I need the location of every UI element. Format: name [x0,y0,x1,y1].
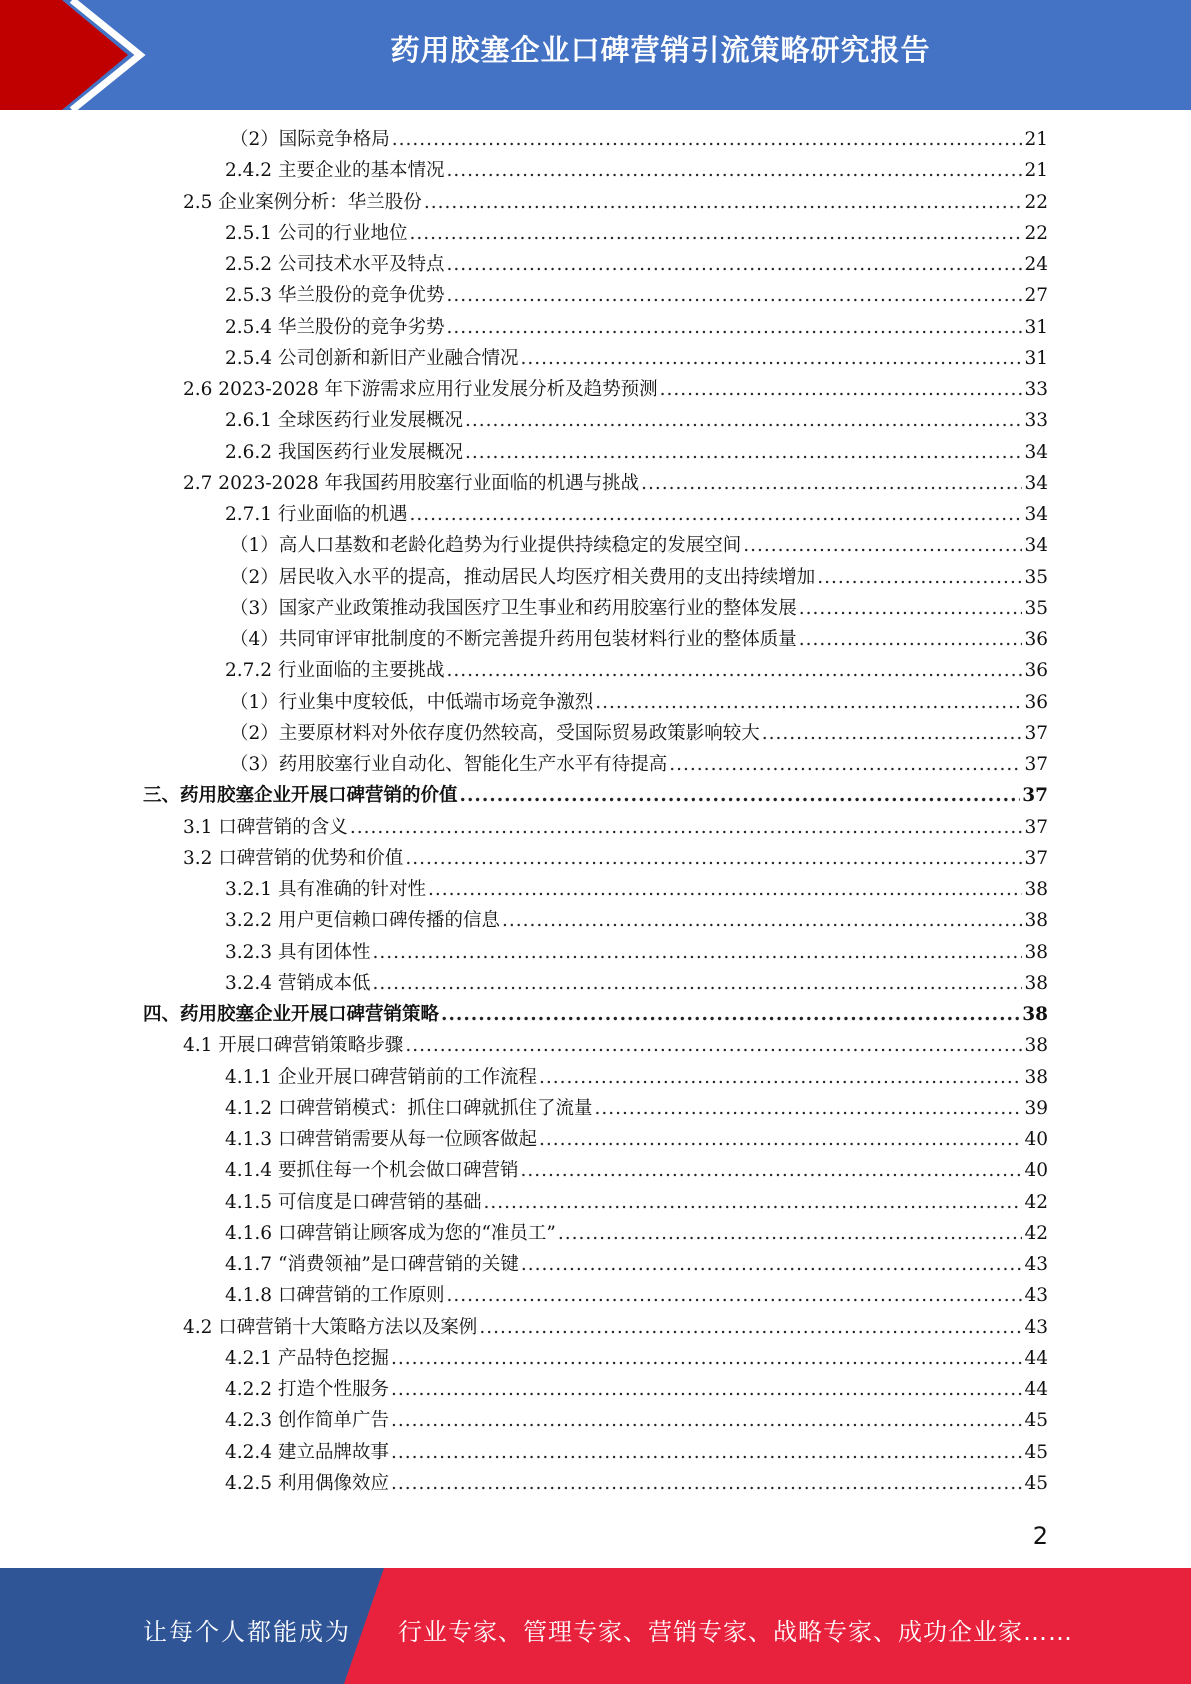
toc-leader-dots [502,909,1022,933]
toc-leader-dots [762,722,1023,746]
footer-slogan-right: 行业专家、管理专家、营销专家、战略专家、成功企业家…… [398,1618,1073,1646]
toc-leader-dots [391,1347,1022,1371]
toc-entry[interactable] [225,1222,1048,1246]
toc-entry[interactable] [225,1284,1048,1308]
toc-leader-dots [446,159,1022,183]
toc-entry-page: 37 [1024,816,1048,838]
toc-entry[interactable] [230,753,1048,777]
toc-leader-dots [391,1441,1022,1465]
toc-leader-dots [441,1003,1020,1027]
toc-entry-page: 21 [1024,129,1048,150]
toc-leader-dots [405,847,1022,871]
toc-entry[interactable] [230,534,1048,558]
toc-entry-page: 21 [1024,160,1048,182]
toc-entry[interactable] [225,1409,1048,1433]
toc-entry[interactable] [143,1003,1048,1027]
toc-entry-label: 四、药用胶塞企业开展口碑营销策略 [143,1004,440,1025]
toc-entry[interactable] [225,1191,1048,1215]
toc-entry-label: （4）共同审评审批制度的不断完善提升药用包装材料行业的整体质量 [230,629,797,650]
toc-entry[interactable] [225,1097,1048,1121]
toc-entry-page: 43 [1024,1285,1048,1307]
toc-leader-dots [391,1378,1022,1402]
toc-entry-label: 2.7 2023-2028 年我国药用胶塞行业面临的机遇与挑战 [183,472,640,494]
toc-leader-dots [446,316,1022,340]
toc-entry-label: 3.2.2 用户更信赖口碑传播的信息 [225,910,500,932]
toc-entry[interactable] [183,1316,1048,1340]
toc-leader-dots [539,1066,1022,1090]
toc-leader-dots [428,878,1022,902]
toc-entry-label: 4.2.2 打造个性服务 [225,1379,389,1400]
toc-leader-dots [446,253,1022,277]
page-number: 2 [1032,1522,1048,1550]
toc-entry[interactable] [183,816,1048,840]
toc-entry-page: 45 [1024,1472,1048,1494]
toc-leader-dots [465,409,1022,433]
toc-leader-dots [669,753,1022,777]
toc-leader-dots [595,691,1022,715]
toc-entry[interactable] [183,472,1048,496]
toc-entry-label: （1）高人口基数和老龄化趋势为行业提供持续稳定的发展空间 [230,535,742,557]
toc-entry-label: 4.2.1 产品特色挖掘 [225,1347,389,1369]
toc-entry-page: 40 [1024,1129,1048,1150]
toc-entry-label: 4.2 口碑营销十大策略方法以及案例 [183,1316,478,1338]
toc-entry-label: 2.5.4 公司创新和新旧产业融合情况 [225,347,519,369]
toc-entry-label: 3.2 口碑营销的优势和价值 [183,847,404,869]
toc-entry-page: 36 [1024,660,1048,682]
toc-leader-dots [409,222,1022,246]
page-footer [0,1568,1191,1684]
report-title: 药用胶塞企业口碑营销引流策略研究报告 [390,33,931,67]
toc-entry-label: 4.1.2 口碑营销模式：抓住口碑就抓住了流量 [225,1097,593,1119]
toc-entry-label: 2.5 企业案例分析：华兰股份 [183,191,422,213]
toc-entry-label: 4.2.5 利用偶像效应 [225,1472,389,1494]
toc-entry[interactable] [225,1066,1048,1090]
toc-leader-dots [372,972,1022,996]
toc-entry-page: 36 [1024,629,1048,650]
toc-entry-label: （2）国际竞争格局 [230,129,390,150]
toc-entry[interactable] [225,972,1048,996]
toc-entry-label: 2.5.3 华兰股份的竞争优势 [225,285,445,307]
toc-entry[interactable] [230,128,1048,152]
toc-entry-label: （2）主要原材料对外依存度仍然较高，受国际贸易政策影响较大 [230,722,760,744]
toc-entry[interactable] [183,847,1048,871]
toc-entry-label: 3.2.3 具有团体性 [225,941,371,963]
toc-entry-page: 33 [1024,410,1048,432]
toc-leader-dots [460,784,1021,808]
toc-entry-page: 37 [1022,785,1048,807]
toc-entry-page: 24 [1024,254,1048,275]
toc-entry-page: 44 [1024,1347,1048,1369]
toc-entry-page: 22 [1024,191,1048,213]
toc-entry-page: 34 [1024,504,1048,525]
toc-leader-dots [465,441,1022,465]
toc-entry-label: 2.7.2 行业面临的主要挑战 [225,660,445,682]
toc-entry-page: 38 [1024,910,1048,932]
toc-entry-label: （3）药用胶塞行业自动化、智能化生产水平有待提高 [230,754,668,775]
toc-entry-label: 2.5.2 公司技术水平及特点 [225,254,445,275]
toc-leader-dots [521,1253,1023,1277]
toc-entry[interactable] [230,597,1048,621]
toc-leader-dots [479,1316,1022,1340]
toc-entry[interactable] [225,878,1048,902]
toc-entry-label: 3.2.1 具有准确的针对性 [225,879,426,900]
toc-entry[interactable] [225,409,1048,433]
toc-entry[interactable] [225,909,1048,933]
footer-slogan-left: 让每个人都能成为 [143,1618,351,1646]
toc-leader-dots [405,1034,1022,1058]
toc-entry-page: 37 [1024,754,1048,775]
toc-entry[interactable] [225,941,1048,965]
toc-entry-page: 35 [1024,566,1048,588]
toc-leader-dots [391,1472,1022,1496]
toc-leader-dots [520,347,1022,371]
toc-entry-page: 43 [1024,1254,1048,1275]
toc-entry-page: 34 [1024,441,1048,463]
toc-entry[interactable] [225,1472,1048,1496]
toc-leader-dots [350,816,1023,840]
toc-entry-label: 4.1 开展口碑营销策略步骤 [183,1035,404,1057]
toc-entry[interactable] [225,1347,1048,1371]
toc-entry-label: 3.1 口碑营销的含义 [183,816,348,838]
toc-entry[interactable] [143,784,1048,808]
toc-entry[interactable] [225,284,1048,308]
toc-leader-dots [372,941,1022,965]
toc-entry-label: 2.7.1 行业面临的机遇 [225,504,408,525]
toc-entry-page: 35 [1024,597,1048,619]
toc-entry-label: 4.2.4 建立品牌故事 [225,1441,389,1463]
toc-entry-page: 34 [1024,535,1048,557]
toc-entry-label: 4.1.1 企业开展口碑营销前的工作流程 [225,1066,537,1088]
toc-entry-label: 3.2.4 营销成本低 [225,972,371,994]
toc-leader-dots [641,472,1022,496]
toc-entry-label: 2.5.4 华兰股份的竞争劣势 [225,316,445,338]
toc-entry[interactable] [225,1253,1048,1277]
toc-entry-page: 38 [1024,879,1048,900]
toc-entry-page: 38 [1024,1035,1048,1057]
toc-leader-dots [392,128,1023,152]
toc-entry-page: 37 [1024,847,1048,869]
toc-entry[interactable] [183,1034,1048,1058]
toc-leader-dots [799,597,1023,621]
toc-leader-dots [817,566,1022,590]
toc-entry-page: 37 [1024,722,1048,744]
toc-leader-dots [660,378,1023,402]
toc-leader-dots [391,1409,1022,1433]
toc-entry-page: 45 [1024,1441,1048,1463]
toc-entry-label: 4.1.5 可信度是口碑营销的基础 [225,1191,482,1213]
toc-entry-label: 4.1.6 口碑营销让顾客成为您的“准员工” [225,1222,556,1244]
toc-entry[interactable] [183,378,1048,402]
toc-entry-label: （1）行业集中度较低，中低端市场竞争激烈 [230,691,594,713]
toc-entry[interactable] [225,159,1048,183]
toc-leader-dots [520,1159,1022,1183]
toc-entry[interactable] [225,253,1048,277]
toc-entry-page: 43 [1024,1316,1048,1338]
toc-entry-page: 31 [1024,347,1048,369]
toc-entry-page: 27 [1024,285,1048,307]
toc-entry[interactable] [225,316,1048,340]
toc-entry[interactable] [225,222,1048,246]
toc-leader-dots [594,1097,1022,1121]
toc-entry-label: 2.5.1 公司的行业地位 [225,222,408,244]
toc-entry-label: 4.1.7 “消费领袖”是口碑营销的关键 [225,1254,519,1275]
toc-entry[interactable] [225,347,1048,371]
toc-leader-dots [409,503,1022,527]
toc-entry-label: 4.1.3 口碑营销需要从每一位顾客做起 [225,1129,537,1150]
toc-entry[interactable] [225,503,1048,527]
toc-entry-label: 4.1.8 口碑营销的工作原则 [225,1285,445,1307]
toc-entry-page: 38 [1024,972,1048,994]
toc-entry[interactable] [183,191,1048,215]
toc-leader-dots [743,534,1022,558]
toc-leader-dots [558,1222,1023,1246]
toc-entry-label: 2.6.1 全球医药行业发展概况 [225,410,463,432]
toc-entry[interactable] [225,1441,1048,1465]
toc-entry[interactable] [225,441,1048,465]
toc-entry-page: 36 [1024,691,1048,713]
toc-entry-label: 4.2.3 创作简单广告 [225,1410,389,1432]
toc-entry-page: 44 [1024,1379,1048,1400]
page-header [0,0,1191,110]
toc-entry[interactable] [225,1128,1048,1152]
toc-entry-page: 42 [1024,1222,1048,1244]
toc-leader-dots [446,1284,1022,1308]
toc-entry[interactable] [230,566,1048,590]
toc-entry-page: 22 [1024,222,1048,244]
toc-entry-page: 38 [1024,1066,1048,1088]
toc-entry-label: 2.6 2023-2028 年下游需求应用行业发展分析及趋势预测 [183,379,658,400]
toc-entry-page: 33 [1024,379,1048,400]
toc-entry-page: 38 [1024,941,1048,963]
toc-entry-label: 2.6.2 我国医药行业发展概况 [225,441,463,463]
toc-leader-dots [483,1191,1022,1215]
toc-leader-dots [424,191,1023,215]
toc-entry[interactable] [225,1159,1048,1183]
toc-leader-dots [539,1128,1022,1152]
toc-entry[interactable] [230,691,1048,715]
toc-entry-page: 34 [1024,472,1048,494]
toc-entry[interactable] [230,628,1048,652]
toc-entry-page: 39 [1024,1097,1048,1119]
toc-entry-page: 40 [1024,1160,1048,1182]
toc-leader-dots [446,284,1022,308]
toc-entry[interactable] [225,659,1048,683]
toc-entry-page: 38 [1022,1004,1048,1025]
toc-entry-label: 4.1.4 要抓住每一个机会做口碑营销 [225,1160,519,1182]
toc-entry[interactable] [225,1378,1048,1402]
toc-entry-label: （3）国家产业政策推动我国医疗卫生事业和药用胶塞行业的整体发展 [230,597,797,619]
toc-leader-dots [446,659,1022,683]
toc-entry-page: 42 [1024,1191,1048,1213]
toc-leader-dots [799,628,1023,652]
toc-entry-label: （2）居民收入水平的提高，推动居民人均医疗相关费用的支出持续增加 [230,566,816,588]
toc-entry-label: 2.4.2 主要企业的基本情况 [225,160,445,182]
toc-entry-page: 45 [1024,1410,1048,1432]
toc-entry[interactable] [230,722,1048,746]
toc-entry-page: 31 [1024,316,1048,338]
toc-entry-label: 三、药用胶塞企业开展口碑营销的价值 [143,785,458,807]
